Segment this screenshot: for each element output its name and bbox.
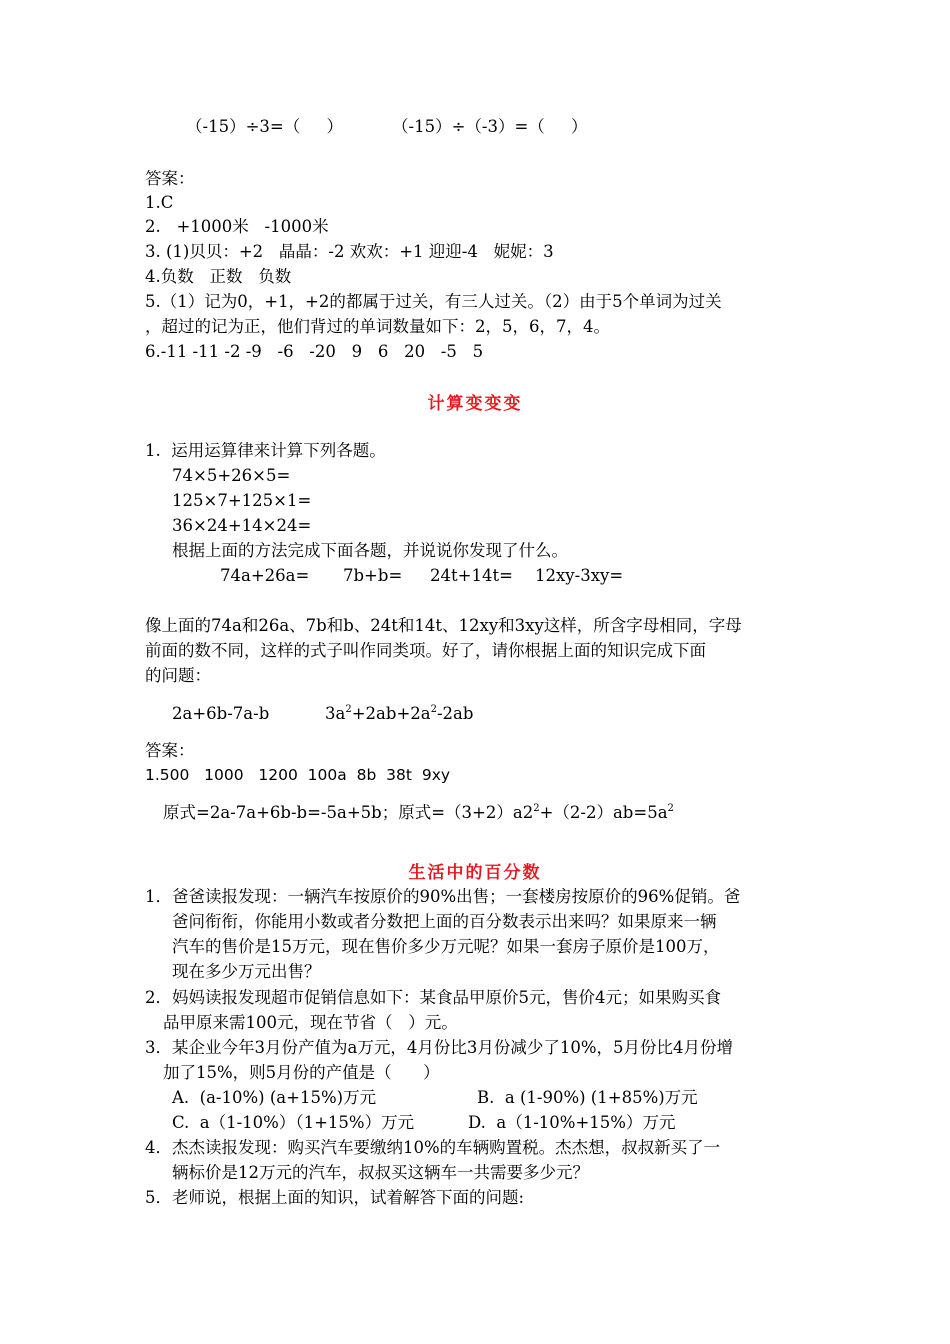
percent-q3-line1: 3．某企业今年3月份产值为a万元，4月份比3月份减少了10%，5月份比4月份增 xyxy=(145,1038,733,1057)
answers-label: 答案： xyxy=(145,169,195,188)
problem-left: （-15）÷3=（ ） xyxy=(186,117,343,136)
like-terms-paragraph-line2: 前面的数不同，这样的式子叫作同类项。好了，请你根据上面的知识完成下面 xyxy=(145,641,706,660)
percent-q3-line2: 加了15%，则5月份的产值是（ ） xyxy=(163,1063,440,1082)
calc-answers-label: 答案： xyxy=(145,741,195,760)
calc-expression-3: 36×24+14×24= xyxy=(172,516,312,535)
answer-2: 2. +1000米 -1000米 xyxy=(145,217,329,236)
calc-instruction: 根据上面的方法完成下面各题，并说说你发现了什么。 xyxy=(172,541,568,560)
answer-3: 3. (1)贝贝：+2 晶晶：-2 欢欢：+1 迎迎-4 妮妮：3 xyxy=(145,242,554,261)
percent-q1-line4: 现在多少万元出售？ xyxy=(172,962,321,981)
percent-q1-line2: 爸问衔衔，你能用小数或者分数把上面的百分数表示出来吗？如果原来一辆 xyxy=(172,912,717,931)
calc-sub-1: 74a+26a= xyxy=(220,566,310,585)
section-title-percent: 生活中的百分数 xyxy=(408,863,542,883)
like-terms-expression-2: $3a^2+2ab+2a^2-2ab$ xyxy=(325,704,474,723)
percent-q3-option-b: B. a (1-90%) (1+85%)万元 xyxy=(477,1088,698,1107)
answer-5-line1: 5.（1）记为0，+1，+2的都属于过关，有三人过关。（2）由于5个单词为过关 xyxy=(145,292,722,311)
percent-q3-option-a: A. (a-10%) (a+15%)万元 xyxy=(172,1088,377,1107)
percent-q3-option-c: C. a（1-10%）（1+15%）万元 xyxy=(172,1113,415,1132)
answer-4: 4.负数 正数 负数 xyxy=(145,267,292,286)
section-title-calc: 计算变变变 xyxy=(427,394,523,414)
like-terms-expression-1: 2a+6b-7a-b xyxy=(172,704,270,723)
calc-answer-2: 原式=2a-7a+6b-b=-5a+5b；原式$=(3+2)a2^2+(2-2)ab=5a^2$ xyxy=(163,803,674,822)
calc-sub-3: 24t+14t= xyxy=(430,566,513,585)
calc-question-1: 1. 运用运算律来计算下列各题。 xyxy=(145,441,386,460)
calc-sub-4: 12xy-3xy= xyxy=(535,566,624,585)
calc-expression-1: 74×5+26×5= xyxy=(172,466,291,485)
calc-answer-1: 1.500 1000 1200 100a 8b 38t 9xy xyxy=(145,766,451,784)
percent-q5: 5．老师说，根据上面的知识，试着解答下面的问题: xyxy=(145,1188,525,1207)
calc-expression-2: 125×7+125×1= xyxy=(172,491,312,510)
percent-q1-line3: 汽车的售价是15万元，现在售价多少万元呢？如果一套房子原价是100万， xyxy=(172,937,720,956)
calc-sub-2: 7b+b= xyxy=(343,566,403,585)
problem-right: （-15）÷（-3）=（ ） xyxy=(392,117,588,136)
percent-q3-option-d: D. a（1-10%+15%）万元 xyxy=(468,1113,676,1132)
answer-1: 1.C xyxy=(145,193,174,212)
answer-5-line2: ，超过的记为正，他们背过的单词数量如下：2，5，6，7，4。 xyxy=(145,317,610,336)
answer-6: 6.-11 -11 -2 -9 -6 -20 9 6 20 -5 5 xyxy=(145,342,484,361)
percent-q4-line2: 辆标价是12万元的汽车，叔叔买这辆车一共需要多少元？ xyxy=(172,1163,589,1182)
like-terms-paragraph-line1: 像上面的74a和26a、7b和b、24t和14t、12xy和3xy这样，所含字母相同，字母 xyxy=(145,616,742,635)
percent-q2-line1: 2．妈妈读报发现超市促销信息如下：某食品甲原价5元，售价4元；如果购买食 xyxy=(145,988,721,1007)
percent-q2-line2: 品甲原来需100元，现在节省（ ）元。 xyxy=(163,1013,458,1032)
like-terms-paragraph-line3: 的问题： xyxy=(145,666,211,685)
percent-q1-line1: 1．爸爸读报发现：一辆汽车按原价的90%出售；一套楼房按原价的96%促销。爸 xyxy=(145,887,741,906)
percent-q4-line1: 4．杰杰读报发现：购买汽车要缴纳10%的车辆购置税。杰杰想，叔叔新买了一 xyxy=(145,1138,721,1157)
